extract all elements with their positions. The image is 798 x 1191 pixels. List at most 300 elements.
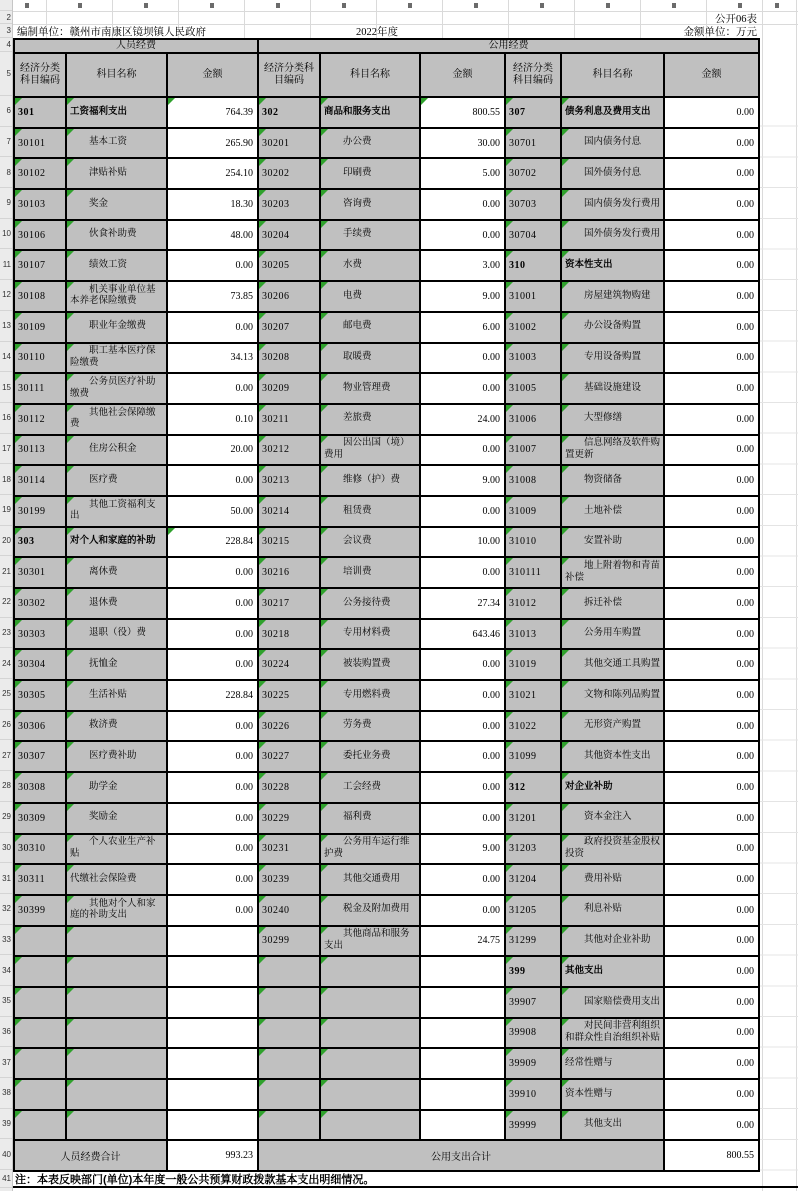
econ-code-cell[interactable]: 303 <box>14 527 66 558</box>
econ-code-cell[interactable]: 31006 <box>505 404 561 435</box>
subject-name-cell[interactable]: 其他资本性支出 <box>561 741 664 772</box>
subject-name-cell[interactable]: 其他对企业补助 <box>561 926 664 957</box>
subject-name-cell[interactable]: 电费 <box>320 281 420 312</box>
subject-name-cell[interactable] <box>66 956 167 987</box>
amount-cell[interactable]: 0.00 <box>167 588 258 619</box>
amount-cell[interactable]: 0.00 <box>664 588 759 619</box>
amount-cell[interactable]: 0.00 <box>167 250 258 281</box>
section-header-public-funds[interactable]: 公用经费 <box>258 39 759 53</box>
subject-name-cell[interactable]: 工资福利支出 <box>66 97 167 128</box>
row-number[interactable]: 28 <box>0 771 12 802</box>
amount-cell[interactable] <box>420 1110 505 1141</box>
amount-cell[interactable]: 0.00 <box>420 864 505 895</box>
subject-name-cell[interactable]: 对个人和家庭的补助 <box>66 527 167 558</box>
amount-cell[interactable] <box>420 1018 505 1049</box>
amount-cell[interactable] <box>420 956 505 987</box>
econ-code-cell[interactable]: 31099 <box>505 741 561 772</box>
subject-name-cell[interactable]: 国内债务发行费用 <box>561 189 664 220</box>
econ-code-cell[interactable]: 30212 <box>258 435 320 466</box>
econ-code-cell[interactable]: 31007 <box>505 435 561 466</box>
amount-cell[interactable] <box>420 1048 505 1079</box>
amount-cell[interactable]: 27.34 <box>420 588 505 619</box>
econ-code-cell[interactable]: 30199 <box>14 496 66 527</box>
amount-cell[interactable]: 764.39 <box>167 97 258 128</box>
section-header-personnel-funds[interactable]: 人员经费 <box>14 39 258 53</box>
econ-code-cell[interactable]: 31205 <box>505 895 561 926</box>
amount-cell[interactable]: 643.46 <box>420 619 505 650</box>
econ-code-cell[interactable]: 30225 <box>258 680 320 711</box>
subject-name-cell[interactable]: 代缴社会保险费 <box>66 864 167 895</box>
econ-code-cell[interactable]: 31299 <box>505 926 561 957</box>
amount-cell[interactable]: 0.00 <box>664 711 759 742</box>
econ-code-cell[interactable]: 30301 <box>14 557 66 588</box>
subject-name-cell[interactable] <box>320 1018 420 1049</box>
subject-name-cell[interactable]: 被装购置费 <box>320 649 420 680</box>
econ-code-cell[interactable]: 31013 <box>505 619 561 650</box>
row-number[interactable]: 18 <box>0 464 12 495</box>
row-number[interactable]: 19 <box>0 495 12 526</box>
subject-name-cell[interactable]: 公务员医疗补助缴费 <box>66 373 167 404</box>
subject-name-cell[interactable]: 生活补贴 <box>66 680 167 711</box>
econ-code-cell[interactable]: 30218 <box>258 619 320 650</box>
amount-cell[interactable]: 0.00 <box>664 250 759 281</box>
econ-code-cell[interactable]: 30308 <box>14 772 66 803</box>
econ-code-cell[interactable] <box>14 926 66 957</box>
subject-name-cell[interactable]: 邮电费 <box>320 312 420 343</box>
econ-code-cell[interactable]: 30303 <box>14 619 66 650</box>
amount-cell[interactable]: 10.00 <box>420 527 505 558</box>
subject-name-cell[interactable]: 债务利息及费用支出 <box>561 97 664 128</box>
econ-code-cell[interactable]: 31002 <box>505 312 561 343</box>
row-number[interactable]: 7 <box>0 127 12 158</box>
econ-code-cell[interactable]: 31012 <box>505 588 561 619</box>
econ-code-cell[interactable]: 310111 <box>505 557 561 588</box>
econ-code-cell[interactable]: 30214 <box>258 496 320 527</box>
row-number[interactable]: 8 <box>0 157 12 188</box>
econ-code-cell[interactable]: 39907 <box>505 987 561 1018</box>
econ-code-cell[interactable]: 307 <box>505 97 561 128</box>
econ-code-cell[interactable]: 30226 <box>258 711 320 742</box>
econ-code-cell[interactable]: 30399 <box>14 895 66 926</box>
row-number[interactable]: 39 <box>0 1109 12 1140</box>
econ-code-cell[interactable]: 31019 <box>505 649 561 680</box>
amount-cell[interactable] <box>167 956 258 987</box>
column-header-subject-name[interactable]: 科目名称 <box>320 53 420 97</box>
row-number[interactable]: 37 <box>0 1047 12 1078</box>
econ-code-cell[interactable]: 30101 <box>14 128 66 159</box>
amount-cell[interactable]: 0.00 <box>664 619 759 650</box>
econ-code-cell[interactable]: 30299 <box>258 926 320 957</box>
subject-name-cell[interactable]: 救济费 <box>66 711 167 742</box>
amount-cell[interactable] <box>420 1079 505 1110</box>
econ-code-cell[interactable]: 30208 <box>258 343 320 374</box>
econ-code-cell[interactable]: 30114 <box>14 465 66 496</box>
econ-code-cell[interactable]: 30228 <box>258 772 320 803</box>
econ-code-cell[interactable]: 31022 <box>505 711 561 742</box>
econ-code-cell[interactable]: 302 <box>258 97 320 128</box>
amount-cell[interactable]: 0.00 <box>167 772 258 803</box>
subject-name-cell[interactable]: 经常性赠与 <box>561 1048 664 1079</box>
row-number[interactable]: 3 <box>0 24 12 38</box>
amount-cell[interactable] <box>167 1079 258 1110</box>
column-header-econ-code[interactable]: 经济分类科目编码 <box>14 53 66 97</box>
econ-code-cell[interactable]: 399 <box>505 956 561 987</box>
amount-cell[interactable]: 0.00 <box>664 496 759 527</box>
econ-code-cell[interactable] <box>258 1110 320 1141</box>
subject-name-cell[interactable]: 因公出国（境）费用 <box>320 435 420 466</box>
econ-code-cell[interactable]: 30227 <box>258 741 320 772</box>
row-number[interactable]: 32 <box>0 894 12 925</box>
amount-cell[interactable]: 48.00 <box>167 220 258 251</box>
amount-cell[interactable]: 0.00 <box>664 527 759 558</box>
subject-name-cell[interactable]: 对民间非营利组织和群众性自治组织补贴 <box>561 1018 664 1049</box>
subject-name-cell[interactable]: 国外债务发行费用 <box>561 220 664 251</box>
subject-name-cell[interactable]: 房屋建筑物购建 <box>561 281 664 312</box>
row-number[interactable]: 31 <box>0 863 12 894</box>
subject-name-cell[interactable]: 拆迁补偿 <box>561 588 664 619</box>
amount-cell[interactable]: 228.84 <box>167 680 258 711</box>
subject-name-cell[interactable]: 职工基本医疗保险缴费 <box>66 343 167 374</box>
amount-cell[interactable] <box>420 987 505 1018</box>
amount-cell[interactable]: 9.00 <box>420 465 505 496</box>
subject-name-cell[interactable]: 差旅费 <box>320 404 420 435</box>
subject-name-cell[interactable]: 劳务费 <box>320 711 420 742</box>
amount-cell[interactable]: 0.00 <box>664 741 759 772</box>
amount-cell[interactable]: 0.00 <box>420 557 505 588</box>
subject-name-cell[interactable]: 政府投资基金股权投资 <box>561 834 664 865</box>
econ-code-cell[interactable]: 31204 <box>505 864 561 895</box>
row-number[interactable]: 38 <box>0 1078 12 1109</box>
subject-name-cell[interactable] <box>66 926 167 957</box>
econ-code-cell[interactable]: 301 <box>14 97 66 128</box>
econ-code-cell[interactable]: 30302 <box>14 588 66 619</box>
row-number[interactable]: 11 <box>0 249 12 280</box>
subject-name-cell[interactable]: 商品和服务支出 <box>320 97 420 128</box>
amount-cell[interactable]: 0.00 <box>420 803 505 834</box>
amount-cell[interactable]: 0.10 <box>167 404 258 435</box>
econ-code-cell[interactable]: 39910 <box>505 1079 561 1110</box>
row-number[interactable]: 33 <box>0 925 12 956</box>
econ-code-cell[interactable]: 30112 <box>14 404 66 435</box>
subject-name-cell[interactable]: 专用设备购置 <box>561 343 664 374</box>
subject-name-cell[interactable]: 工会经费 <box>320 772 420 803</box>
public-total-amount-cell[interactable]: 800.55 <box>664 1140 759 1171</box>
amount-cell[interactable]: 0.00 <box>664 680 759 711</box>
econ-code-cell[interactable]: 31005 <box>505 373 561 404</box>
row-number[interactable]: 36 <box>0 1017 12 1048</box>
amount-cell[interactable]: 0.00 <box>167 649 258 680</box>
subject-name-cell[interactable]: 水费 <box>320 250 420 281</box>
amount-cell[interactable]: 0.00 <box>664 1048 759 1079</box>
subject-name-cell[interactable]: 国外债务付息 <box>561 158 664 189</box>
amount-cell[interactable]: 73.85 <box>167 281 258 312</box>
econ-code-cell[interactable]: 30305 <box>14 680 66 711</box>
subject-name-cell[interactable] <box>320 956 420 987</box>
row-number[interactable]: 22 <box>0 587 12 618</box>
amount-cell[interactable]: 0.00 <box>664 465 759 496</box>
econ-code-cell[interactable]: 30231 <box>258 834 320 865</box>
subject-name-cell[interactable]: 租赁费 <box>320 496 420 527</box>
amount-cell[interactable]: 0.00 <box>167 803 258 834</box>
row-number[interactable]: 23 <box>0 618 12 649</box>
row-number[interactable]: 29 <box>0 802 12 833</box>
amount-cell[interactable]: 0.00 <box>420 741 505 772</box>
econ-code-cell[interactable]: 30108 <box>14 281 66 312</box>
amount-unit-cell[interactable]: 金额单位：万元 <box>683 27 757 38</box>
amount-cell[interactable]: 9.00 <box>420 281 505 312</box>
subject-name-cell[interactable]: 奖励金 <box>66 803 167 834</box>
econ-code-cell[interactable] <box>14 956 66 987</box>
subject-name-cell[interactable]: 伙食补助费 <box>66 220 167 251</box>
amount-cell[interactable]: 0.00 <box>664 220 759 251</box>
subject-name-cell[interactable]: 办公设备购置 <box>561 312 664 343</box>
subject-name-cell[interactable]: 津贴补贴 <box>66 158 167 189</box>
row-number[interactable]: 5 <box>0 52 12 96</box>
econ-code-cell[interactable]: 30106 <box>14 220 66 251</box>
econ-code-cell[interactable]: 30217 <box>258 588 320 619</box>
row-number[interactable]: 27 <box>0 740 12 771</box>
subject-name-cell[interactable]: 咨询费 <box>320 189 420 220</box>
econ-code-cell[interactable]: 30702 <box>505 158 561 189</box>
subject-name-cell[interactable]: 无形资产购置 <box>561 711 664 742</box>
econ-code-cell[interactable]: 31009 <box>505 496 561 527</box>
row-number[interactable]: 20 <box>0 526 12 557</box>
amount-cell[interactable]: 34.13 <box>167 343 258 374</box>
amount-cell[interactable]: 0.00 <box>664 834 759 865</box>
econ-code-cell[interactable]: 312 <box>505 772 561 803</box>
amount-cell[interactable]: 0.00 <box>167 711 258 742</box>
econ-code-cell[interactable]: 30307 <box>14 741 66 772</box>
subject-name-cell[interactable]: 奖金 <box>66 189 167 220</box>
compiling-unit-cell[interactable]: 编制单位：赣州市南康区镜坝镇人民政府 <box>17 27 206 38</box>
amount-cell[interactable]: 50.00 <box>167 496 258 527</box>
econ-code-cell[interactable]: 31008 <box>505 465 561 496</box>
econ-code-cell[interactable]: 30103 <box>14 189 66 220</box>
amount-cell[interactable]: 24.75 <box>420 926 505 957</box>
subject-name-cell[interactable]: 资本金注入 <box>561 803 664 834</box>
column-header-amount[interactable]: 金额 <box>167 53 258 97</box>
amount-cell[interactable]: 9.00 <box>420 834 505 865</box>
amount-cell[interactable] <box>167 1048 258 1079</box>
econ-code-cell[interactable]: 39909 <box>505 1048 561 1079</box>
econ-code-cell[interactable]: 30209 <box>258 373 320 404</box>
subject-name-cell[interactable]: 退休费 <box>66 588 167 619</box>
econ-code-cell[interactable]: 30239 <box>258 864 320 895</box>
econ-code-cell[interactable]: 30207 <box>258 312 320 343</box>
subject-name-cell[interactable]: 公务用车购置 <box>561 619 664 650</box>
row-number[interactable]: 40 <box>0 1139 12 1170</box>
subject-name-cell[interactable]: 其他社会保障缴费 <box>66 404 167 435</box>
econ-code-cell[interactable]: 30213 <box>258 465 320 496</box>
econ-code-cell[interactable]: 30704 <box>505 220 561 251</box>
amount-cell[interactable]: 0.00 <box>420 435 505 466</box>
subject-name-cell[interactable]: 公务用车运行维护费 <box>320 834 420 865</box>
subject-name-cell[interactable] <box>320 987 420 1018</box>
row-number[interactable]: 35 <box>0 986 12 1017</box>
row-number[interactable]: 41 <box>0 1170 12 1188</box>
subject-name-cell[interactable]: 培训费 <box>320 557 420 588</box>
econ-code-cell[interactable]: 31010 <box>505 527 561 558</box>
subject-name-cell[interactable]: 职业年金缴费 <box>66 312 167 343</box>
amount-cell[interactable]: 254.10 <box>167 158 258 189</box>
subject-name-cell[interactable]: 印刷费 <box>320 158 420 189</box>
amount-cell[interactable]: 0.00 <box>664 404 759 435</box>
amount-cell[interactable]: 0.00 <box>664 343 759 374</box>
row-number[interactable]: 26 <box>0 710 12 741</box>
amount-cell[interactable]: 800.55 <box>420 97 505 128</box>
econ-code-cell[interactable]: 30109 <box>14 312 66 343</box>
amount-cell[interactable]: 0.00 <box>664 557 759 588</box>
row-number[interactable]: 14 <box>0 342 12 373</box>
amount-cell[interactable]: 0.00 <box>664 926 759 957</box>
subject-name-cell[interactable]: 医疗费补助 <box>66 741 167 772</box>
fiscal-year-cell[interactable]: 2022年度 <box>356 27 398 38</box>
econ-code-cell[interactable]: 30309 <box>14 803 66 834</box>
econ-code-cell[interactable]: 30113 <box>14 435 66 466</box>
econ-code-cell[interactable]: 30240 <box>258 895 320 926</box>
subject-name-cell[interactable]: 机关事业单位基本养老保险缴费 <box>66 281 167 312</box>
econ-code-cell[interactable]: 30229 <box>258 803 320 834</box>
econ-code-cell[interactable]: 30203 <box>258 189 320 220</box>
subject-name-cell[interactable]: 其他交通费用 <box>320 864 420 895</box>
subject-name-cell[interactable]: 安置补助 <box>561 527 664 558</box>
subject-name-cell[interactable]: 其他支出 <box>561 1110 664 1141</box>
subject-name-cell[interactable]: 利息补贴 <box>561 895 664 926</box>
econ-code-cell[interactable]: 30215 <box>258 527 320 558</box>
column-header-econ-code[interactable]: 经济分类科目编码 <box>258 53 320 97</box>
econ-code-cell[interactable] <box>14 987 66 1018</box>
amount-cell[interactable]: 3.00 <box>420 250 505 281</box>
column-header-subject-name[interactable]: 科目名称 <box>66 53 167 97</box>
amount-cell[interactable]: 0.00 <box>664 772 759 803</box>
amount-cell[interactable]: 0.00 <box>664 435 759 466</box>
amount-cell[interactable]: 0.00 <box>664 864 759 895</box>
column-header-amount[interactable]: 金额 <box>420 53 505 97</box>
row-number[interactable]: 34 <box>0 955 12 986</box>
subject-name-cell[interactable] <box>320 1048 420 1079</box>
amount-cell[interactable]: 0.00 <box>664 189 759 220</box>
econ-code-cell[interactable]: 31001 <box>505 281 561 312</box>
amount-cell[interactable]: 0.00 <box>167 312 258 343</box>
amount-cell[interactable]: 0.00 <box>420 496 505 527</box>
subject-name-cell[interactable]: 抚恤金 <box>66 649 167 680</box>
amount-cell[interactable]: 0.00 <box>420 895 505 926</box>
subject-name-cell[interactable]: 其他商品和服务支出 <box>320 926 420 957</box>
subject-name-cell[interactable]: 助学金 <box>66 772 167 803</box>
subject-name-cell[interactable]: 办公费 <box>320 128 420 159</box>
amount-cell[interactable]: 24.00 <box>420 404 505 435</box>
amount-cell[interactable]: 0.00 <box>664 1110 759 1141</box>
row-number[interactable]: 9 <box>0 188 12 219</box>
econ-code-cell[interactable] <box>258 987 320 1018</box>
econ-code-cell[interactable] <box>258 956 320 987</box>
subject-name-cell[interactable]: 税金及附加费用 <box>320 895 420 926</box>
subject-name-cell[interactable]: 取暖费 <box>320 343 420 374</box>
amount-cell[interactable]: 0.00 <box>167 834 258 865</box>
amount-cell[interactable]: 0.00 <box>167 864 258 895</box>
econ-code-cell[interactable] <box>258 1018 320 1049</box>
row-number[interactable]: 10 <box>0 219 12 250</box>
subject-name-cell[interactable] <box>320 1079 420 1110</box>
amount-cell[interactable]: 0.00 <box>167 465 258 496</box>
amount-cell[interactable]: 0.00 <box>664 987 759 1018</box>
amount-cell[interactable]: 0.00 <box>167 557 258 588</box>
econ-code-cell[interactable]: 39999 <box>505 1110 561 1141</box>
econ-code-cell[interactable]: 30211 <box>258 404 320 435</box>
amount-cell[interactable] <box>167 926 258 957</box>
econ-code-cell[interactable]: 30703 <box>505 189 561 220</box>
amount-cell[interactable]: 0.00 <box>167 619 258 650</box>
subject-name-cell[interactable]: 专用材料费 <box>320 619 420 650</box>
public-total-label-cell[interactable]: 公用支出合计 <box>258 1140 664 1171</box>
row-number[interactable]: 16 <box>0 403 12 434</box>
row-number[interactable]: 6 <box>0 96 12 127</box>
amount-cell[interactable]: 0.00 <box>420 680 505 711</box>
subject-name-cell[interactable]: 其他工资福利支出 <box>66 496 167 527</box>
amount-cell[interactable]: 0.00 <box>664 128 759 159</box>
column-header-subject-name[interactable]: 科目名称 <box>561 53 664 97</box>
econ-code-cell[interactable]: 30304 <box>14 649 66 680</box>
amount-cell[interactable]: 0.00 <box>664 895 759 926</box>
amount-cell[interactable]: 0.00 <box>664 373 759 404</box>
econ-code-cell[interactable] <box>258 1079 320 1110</box>
amount-cell[interactable]: 0.00 <box>664 312 759 343</box>
row-number[interactable]: 13 <box>0 311 12 342</box>
amount-cell[interactable]: 0.00 <box>420 189 505 220</box>
amount-cell[interactable]: 18.30 <box>167 189 258 220</box>
amount-cell[interactable]: 0.00 <box>420 649 505 680</box>
econ-code-cell[interactable] <box>14 1110 66 1141</box>
subject-name-cell[interactable] <box>320 1110 420 1141</box>
amount-cell[interactable]: 0.00 <box>664 803 759 834</box>
subject-name-cell[interactable]: 国内债务付息 <box>561 128 664 159</box>
econ-code-cell[interactable]: 30205 <box>258 250 320 281</box>
amount-cell[interactable]: 0.00 <box>664 1018 759 1049</box>
econ-code-cell[interactable] <box>14 1079 66 1110</box>
subject-name-cell[interactable]: 维修（护）费 <box>320 465 420 496</box>
econ-code-cell[interactable]: 31003 <box>505 343 561 374</box>
subject-name-cell[interactable]: 其他交通工具购置 <box>561 649 664 680</box>
subject-name-cell[interactable] <box>66 1018 167 1049</box>
subject-name-cell[interactable]: 物业管理费 <box>320 373 420 404</box>
column-header-amount[interactable]: 金额 <box>664 53 759 97</box>
subject-name-cell[interactable]: 信息网络及软件购置更新 <box>561 435 664 466</box>
econ-code-cell[interactable]: 31201 <box>505 803 561 834</box>
econ-code-cell[interactable]: 30202 <box>258 158 320 189</box>
amount-cell[interactable]: 0.00 <box>664 1079 759 1110</box>
amount-cell[interactable]: 5.00 <box>420 158 505 189</box>
econ-code-cell[interactable]: 30201 <box>258 128 320 159</box>
econ-code-cell[interactable]: 31203 <box>505 834 561 865</box>
econ-code-cell[interactable]: 30224 <box>258 649 320 680</box>
amount-cell[interactable]: 0.00 <box>420 343 505 374</box>
table-note-cell[interactable]: 注：本表反映部门(单位)本年度一般公共预算财政拨款基本支出明细情况。 <box>0 1171 798 1188</box>
subject-name-cell[interactable]: 其他对个人和家庭的补助支出 <box>66 895 167 926</box>
econ-code-cell[interactable] <box>14 1018 66 1049</box>
subject-name-cell[interactable]: 基础设施建设 <box>561 373 664 404</box>
amount-cell[interactable]: 0.00 <box>664 97 759 128</box>
amount-cell[interactable]: 0.00 <box>664 649 759 680</box>
amount-cell[interactable]: 0.00 <box>420 220 505 251</box>
row-number[interactable]: 17 <box>0 434 12 465</box>
amount-cell[interactable] <box>167 1018 258 1049</box>
econ-code-cell[interactable]: 30311 <box>14 864 66 895</box>
amount-cell[interactable]: 0.00 <box>420 373 505 404</box>
subject-name-cell[interactable]: 委托业务费 <box>320 741 420 772</box>
subject-name-cell[interactable]: 退职（役）费 <box>66 619 167 650</box>
subject-name-cell[interactable]: 资本性支出 <box>561 250 664 281</box>
subject-name-cell[interactable]: 文物和陈列品购置 <box>561 680 664 711</box>
